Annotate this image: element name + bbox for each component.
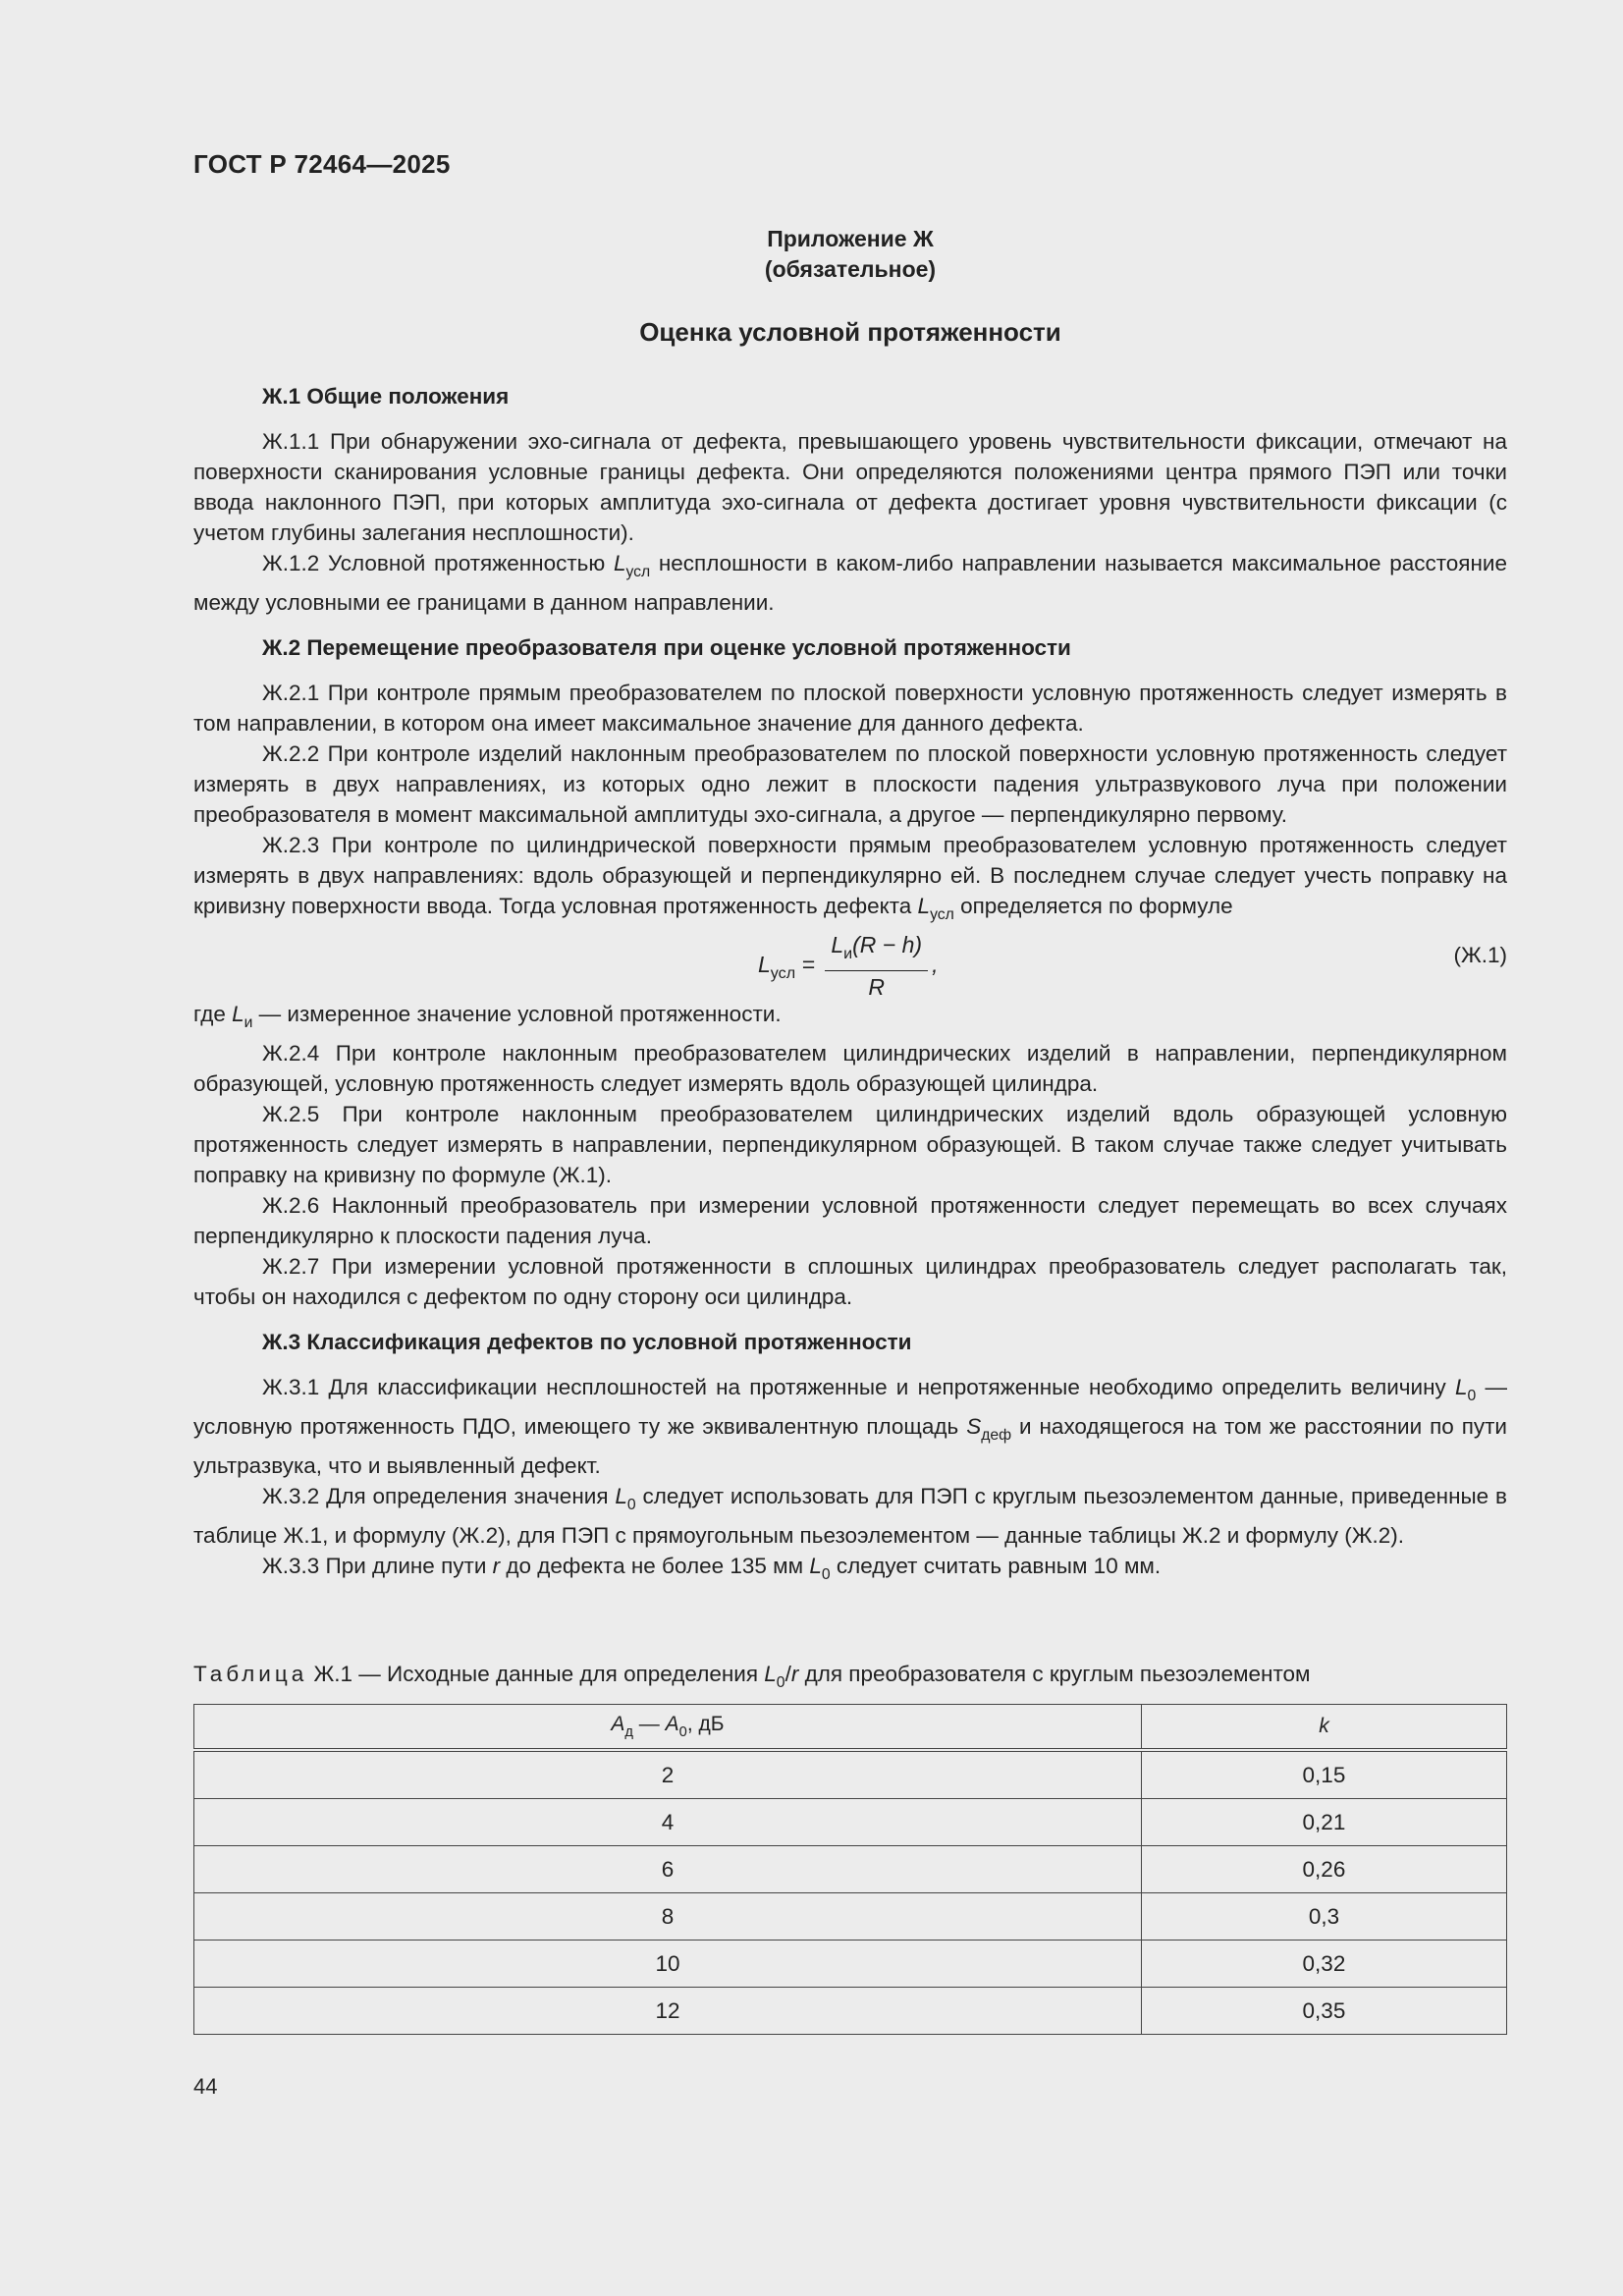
paragraph-zh-1-2: Ж.1.2 Условной протяженностью $L_{усл}$ несплошности в каком-либо направлении называется максимальное расстояние между условными ее границами в данном направлении. [193,551,1507,615]
paragraph-zh-2-4: Ж.2.4 При контроле наклонным преобразователем цилиндрических изделий в направлении, перпендикулярном образующей, условную протяженность следует измерять вдоль образующей цилиндра. [193,1041,1507,1096]
data-table [193,1704,1507,2035]
table-caption: Таблица Ж.1 — Исходные данные для определения $L_0/r$ для преобразователя с круглым пьезоэлементом [193,1662,1311,1691]
table-row [194,1988,1507,2035]
section-2-title: Ж.2 Перемещение преобразователя при оценке условной протяженности [262,635,1071,660]
table-row [194,1799,1507,1846]
table-cell: 12 [194,1988,1142,2035]
table-cell: 2 [194,1750,1142,1799]
table-header-row [194,1705,1507,1751]
table-row [194,1750,1507,1799]
standard-header: ГОСТ Р 72464—2025 [193,149,451,179]
paragraph-zh-2-7: Ж.2.7 При измерении условной протяженности в сплошных цилиндрах преобразователь следует располагать так, чтобы он находился с дефектом по одну сторону оси цилиндра. [193,1254,1507,1309]
formula-number: (Ж.1) [1453,943,1507,967]
paragraph-zh-3-1: Ж.3.1 Для классификации несплошностей на протяженные и непротяженные необходимо определить величину $L_0$ — условную протяженность ПДО, имеющего ту же эквивалентную площадь $S_{деф}$ и находящегося на том же расстоянии по пути ультразвука, что и выявленный дефект. [193,1375,1507,1478]
table-cell: 0,3 [1141,1893,1506,1941]
table-cell: 8 [194,1893,1142,1941]
section-3-title: Ж.3 Классификация дефектов по условной протяженности [262,1330,912,1354]
paragraph-zh-2-6: Ж.2.6 Наклонный преобразователь при измерении условной протяженности следует перемещать во всех случаях перпендикулярно к плоскости падения луча. [193,1193,1507,1248]
section-1-title: Ж.1 Общие положения [262,384,510,409]
formula-expression: $L_{усл}$ = $\frac{L_и(R - h)}{R}$ , [758,932,939,1000]
paragraph-zh-2-1: Ж.2.1 При контроле прямым преобразователем по плоской поверхности условную протяженность следует измерять в том направлении, в котором она имеет максимальное значение для данного дефекта. [193,681,1507,736]
formula-zh-1 [193,930,1507,999]
paragraph-zh-1-1: Ж.1.1 При обнаружении эхо-сигнала от дефекта, превышающего уровень чувствительности фиксации, отмечают на поверхности сканирования условные границы дефекта. Они определяются положениями центра прямого ПЭП или точки ввода наклонного ПЭП, при которых амплитуда эхо-сигнала от дефекта достигает уровня чувствительности фиксации (с учетом глубины залегания несплошности). [193,429,1507,545]
table-row [194,1893,1507,1941]
document-body [193,381,1507,1590]
paragraph-zh-2-5: Ж.2.5 При контроле наклонным преобразователем цилиндрических изделий вдоль образующей условную протяженность следует измерять в направлении, перпендикулярном образующей. В таком случае также следует учитывать поправку на кривизну по формуле (Ж.1). [193,1102,1507,1187]
table-cell: 0,32 [1141,1941,1506,1988]
table-cell: 0,26 [1141,1846,1506,1893]
table-cell: 0,35 [1141,1988,1506,2035]
paragraph-zh-2-2: Ж.2.2 При контроле изделий наклонным преобразователем по плоской поверхности условную протяженность следует измерять в двух направлениях, из которых одно лежит в плоскости падения ультразвукового луча при положении преобразователя в момент максимальной амплитуды эхо-сигнала, а другое — перпендикулярно первому. [193,741,1507,827]
paragraph-zh-2-3: Ж.2.3 При контроле по цилиндрической поверхности прямым преобразователем условную протяженность следует измерять в двух направлениях: вдоль образующей и перпендикулярно ей. В последнем случае следует учесть поправку на кривизну поверхности ввода. Тогда условная протяженность дефекта $L_{усл}$ определяется по формуле [193,833,1507,923]
page-number: 44 [193,2074,218,2099]
formula-where: где $L_и$ — измеренное значение условной протяженности. [193,1002,782,1031]
appendix-heading: Оценка условной протяженности [639,317,1061,347]
table-header-k: k [1141,1705,1506,1751]
table-cell: 4 [194,1799,1142,1846]
table-cell: 0,15 [1141,1750,1506,1799]
table-cell: 10 [194,1941,1142,1988]
table-row [194,1846,1507,1893]
table-row [194,1941,1507,1988]
table-cell: 6 [194,1846,1142,1893]
table-header-attenuation: $A_д$ — $A_0$, дБ [194,1705,1142,1751]
table-cell: 0,21 [1141,1799,1506,1846]
appendix-status: (обязательное) [764,256,937,282]
paragraph-zh-3-3: Ж.3.3 При длине пути r до дефекта не более 135 мм $L_0$ следует считать равным 10 мм. [262,1554,1162,1583]
appendix-title: Приложение Ж [767,226,934,251]
paragraph-zh-3-2: Ж.3.2 Для определения значения $L_0$ следует использовать для ПЭП с круглым пьезоэлементом данные, приведенные в таблице Ж.1, и формулу (Ж.2), для ПЭП с прямоугольным пьезоэлементом — данные таблицы Ж.2 и формулу (Ж.2). [193,1484,1507,1548]
